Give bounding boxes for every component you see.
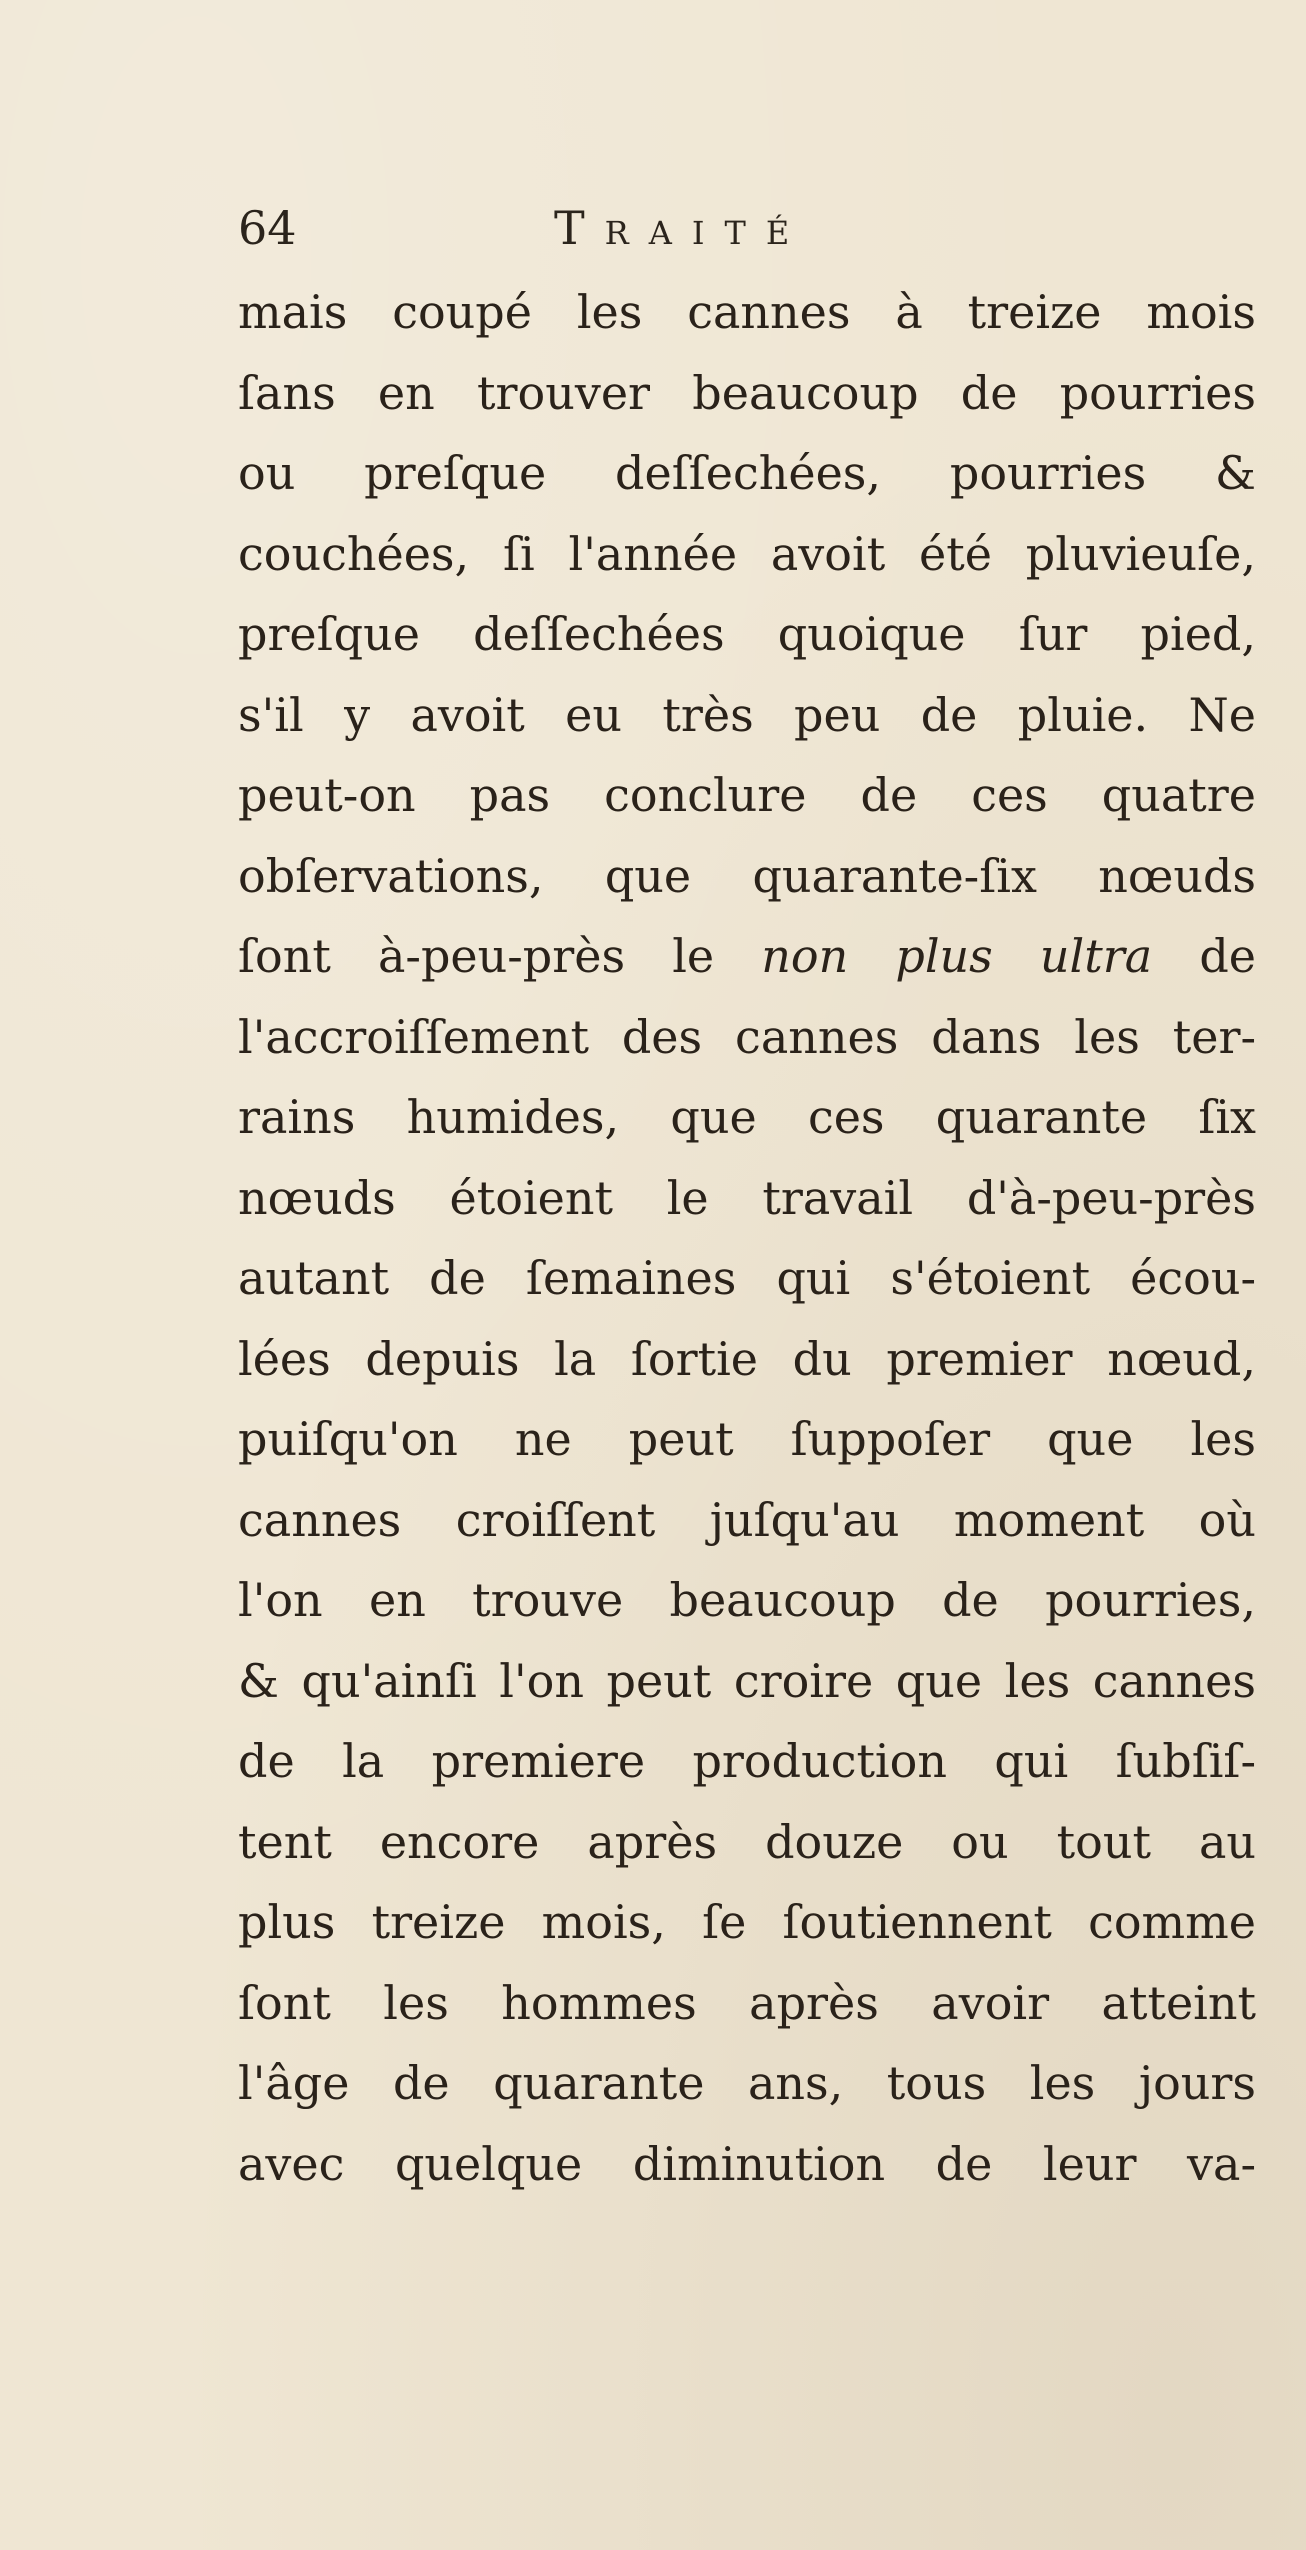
text-line: l'âge de quarante ans, tous les jours <box>238 2056 1256 2110</box>
text-line: puiſqu'on ne peut ſuppoſer que les <box>238 1412 1256 1466</box>
text-segment: ſont à-peu-près le <box>238 929 762 983</box>
text-line: plus treize mois, ſe ſoutiennent comme <box>238 1895 1256 1949</box>
text-line: tent encore après douze ou tout au <box>238 1814 1256 1869</box>
text-line: nœuds étoient le travail d'à-peu-près <box>238 1170 1256 1225</box>
page-header <box>232 198 1132 258</box>
text-line: lées depuis la ſortie du premier nœud, <box>238 1331 1256 1386</box>
page-number: 64 <box>238 201 297 255</box>
text-line: couchées, ſi l'année avoit été pluvieuſe, <box>238 526 1256 581</box>
italic-phrase: non plus ultra <box>761 929 1153 983</box>
text-line: s'il y avoit eu très peu de pluie. Ne <box>238 687 1256 742</box>
running-title: Traité <box>554 201 810 255</box>
text-line: de la premiere production qui ſubſiſ- <box>238 1734 1256 1788</box>
text-line: ſont les hommes après avoir atteint <box>238 1975 1256 2030</box>
text-line: ſans en trouver beaucoup de pourries <box>238 365 1256 420</box>
text-line: l'accroiſſement des cannes dans les ter- <box>238 1009 1256 1064</box>
body-text <box>238 272 1256 2204</box>
text-segment: de <box>1152 929 1257 983</box>
text-line: rains humides, que ces quarante ſix <box>238 1090 1256 1144</box>
text-line: l'on en trouve beaucoup de pourries, <box>238 1573 1256 1627</box>
text-line: cannes croiſſent juſqu'au moment où <box>238 1492 1256 1547</box>
text-line: & qu'ainſi l'on peut croire que les cannes <box>238 1653 1256 1708</box>
text-line: obſervations, que quarante-ſix nœuds <box>238 848 1256 903</box>
text-line-with-italic <box>238 916 1256 997</box>
text-line: mais coupé les cannes à treize mois <box>238 285 1256 339</box>
text-line: preſque deſſechées quoique ſur pied, <box>238 607 1256 661</box>
text-line: peut-on pas conclure de ces quatre <box>238 768 1256 822</box>
text-line: avec quelque diminution de leur va- <box>238 2136 1256 2191</box>
text-line: autant de ſemaines qui s'étoient écou- <box>238 1251 1256 1305</box>
text-line: ou preſque deſſechées, pourries & <box>238 446 1256 500</box>
